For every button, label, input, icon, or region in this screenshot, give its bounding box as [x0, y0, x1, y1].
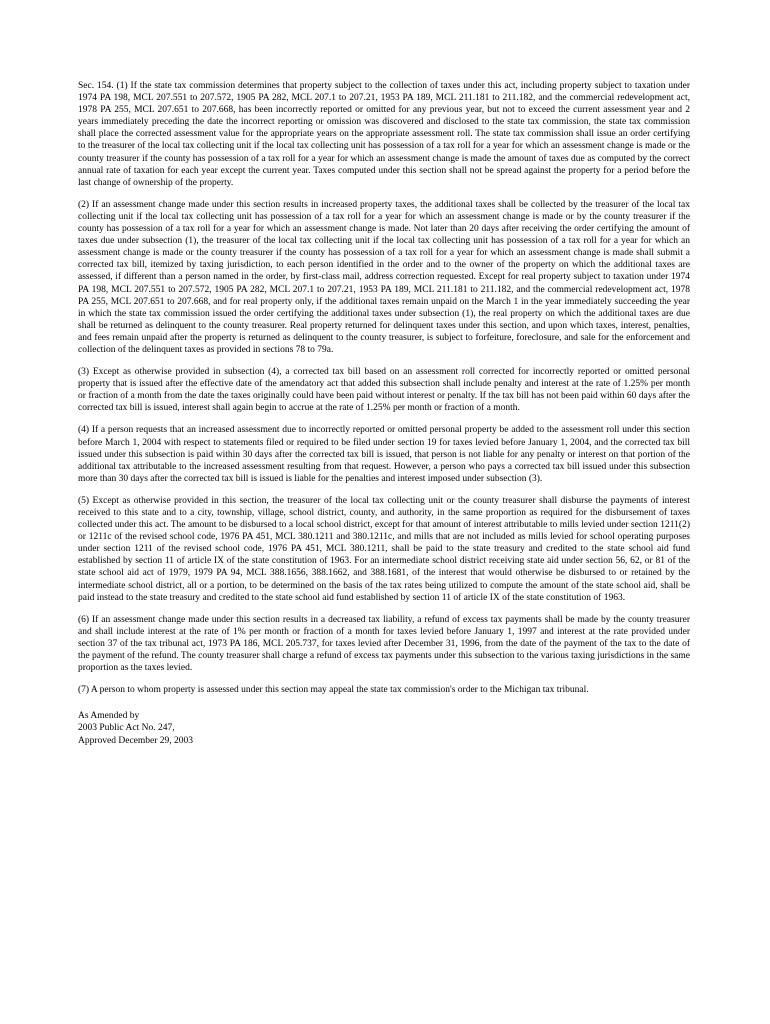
- amendment-line-1: As Amended by: [78, 711, 140, 722]
- paragraph-subsection-4: (4) If a person requests that an increased assessment due to incorrectly reported or omitted personal property be added to the assessment roll under this section before March 1, 2004 with respect to statements filed or required to be filed under section 19 for taxes levied before January 1, 2004, and the corrected tax bill issued under this subsection is paid within 30 days after the corrected tax bill is issued, that person is not liable for any penalty or interest on that portion of the additional tax attributable to the increased assessment resulting from that request. However, a person who pays a corrected tax bill issued under this subsection more than 30 days after the corrected tax bill is issued is liable for the penalties and interest imposed under subsection (3).: [78, 425, 690, 484]
- amendment-note: [78, 710, 690, 746]
- paragraph-subsection-3: (3) Except as otherwise provided in subsection (4), a corrected tax bill based on an assessment roll corrected for incorrectly reported or omitted personal property that is issued after the effective date of the amendatory act that added this subsection shall include penalty and interest at the rate of 1.25% per month or fraction of a month from the date the taxes originally could have been paid without interest or penalty. If the tax bill has not been paid within 60 days after the corrected tax bill is issued, interest shall again begin to accrue at the rate of 1.25% per month or fraction of a month.: [78, 367, 690, 414]
- amendment-line-3: Approved December 29, 2003: [78, 735, 194, 746]
- paragraph-subsection-2: (2) If an assessment change made under this section results in increased property taxes, the additional taxes shall be collected by the treasurer of the local tax collecting unit if the local tax collecting unit has possession of a tax roll for a year for which an assessment change is made or by the county treasurer if the county has possession of a tax roll for a year for which an assessment change is made. Not later than 20 days after receiving the order certifying the amount of taxes due under subsection (1), the treasurer of the local tax collecting unit if the local tax collecting unit has possession of a tax roll for a year for which an assessment change is made or the county treasurer if the county has possession of a tax roll for a year for which an assessment change is made shall submit a corrected tax bill, itemized by taxing jurisdiction, to each person identified in the order and to the owner of the property on which the additional taxes are assessed, if different than a person named in the order, by first-class mail, address correction requested. Except for real property subject to taxation under 1974 PA 198, MCL 207.551 to 207.572, 1905 PA 282, MCL 207.1 to 207.21, 1953 PA 189, MCL 211.181 to 211.182, and the commercial redevelopment act, 1978 PA 255, MCL 207.651 to 207.668, and for real property only, if the additional taxes remain unpaid on the March 1 in the year immediately succeeding the year in which the state tax commission issued the order certifying the additional taxes under subsection (1), the real property on which the additional taxes are due shall be returned as delinquent to the county treasurer. Real property returned for delinquent taxes under this section, and upon which taxes, interest, penalties, and fees remain unpaid after the property is returned as delinquent to the county treasurer, is subject to forfeiture, foreclosure, and sale for the enforcement and collection of the delinquent taxes as provided in sections 78 to 79a.: [78, 199, 690, 355]
- paragraph-subsection-7: (7) A person to whom property is assessed under this section may appeal the state tax commission's order to the Michigan tax tribunal.: [78, 685, 589, 696]
- paragraph-subsection-1: Sec. 154. (1) If the state tax commission determines that property subject to the collection of taxes under this act, including property subject to taxation under 1974 PA 198, MCL 207.551 to 207.572, 1905 PA 282, MCL 207.1 to 207.21, 1953 PA 189, MCL 211.181 to 211.182, and the commercial redevelopment act, 1978 PA 255, MCL 207.651 to 207.668, has been incorrectly reported or omitted for any previous year, but not to exceed the current assessment year and 2 years immediately preceding the date the incorrect reporting or omission was discovered and disclosed to the state tax commission, the state tax commission shall place the corrected assessment value for the appropriate years on the appropriate assessment roll. The state tax commission shall issue an order certifying to the treasurer of the local tax collecting unit if the local tax collecting unit has possession of a tax roll for a year for which an assessment change is made or the county treasurer if the county has possession of a tax roll for a year for which an assessment change is made the amount of taxes due as computed by the correct annual rate of taxation for each year except the current year. Taxes computed under this section shall not be spread against the property for a period before the last change of ownership of the property.: [78, 81, 690, 188]
- paragraph-subsection-5: (5) Except as otherwise provided in this section, the treasurer of the local tax collecting unit or the county treasurer shall disburse the payments of interest received to this state and to a city, township, village, school district, county, and authority, in the same proportion as required for the disbursement of taxes collected under this act. The amount to be disbursed to a local school district, except for that amount of interest attributable to mills levied under section 1211(2) or 1211c of the revised school code, 1976 PA 451, MCL 380.1211 and 380.1211c, and mills that are not included as mills levied for school operating purposes under section 1211 of the revised school code, 1976 PA 451, MCL 380.1211, shall be paid to the state treasury and credited to the state school aid fund established by section 11 of article IX of the state constitution of 1963. For an intermediate school district receiving state aid under section 56, 62, or 81 of the state school aid act of 1979, 1979 PA 94, MCL 388.1656, 388.1662, and 388.1681, of the interest that would otherwise be disbursed to or retained by the intermediate school district, all or a portion, to be determined on the basis of the tax rates being utilized to compute the amount of the state school aid, shall be paid instead to the state treasury and credited to the state school aid fund established by section 11 of article IX of the state constitution of 1963.: [78, 495, 690, 603]
- document-body: [78, 80, 690, 747]
- amendment-line-2: 2003 Public Act No. 247,: [78, 723, 175, 734]
- paragraph-subsection-6: (6) If an assessment change made under this section results in a decreased tax liability, a refund of excess tax payments shall be made by the county treasurer and shall include interest at the rate of 1% per month or fraction of a month for taxes levied before January 1, 1997 and interest at the rate provided under section 37 of the tax tribunal act, 1973 PA 186, MCL 205.737, for taxes levied after December 31, 1996, from the date of the payment of the tax to the date of the payment of the refund. The county treasurer shall charge a refund of excess tax payments under this subsection to the various taxing jurisdictions in the same proportion as the taxes levied.: [78, 614, 690, 674]
